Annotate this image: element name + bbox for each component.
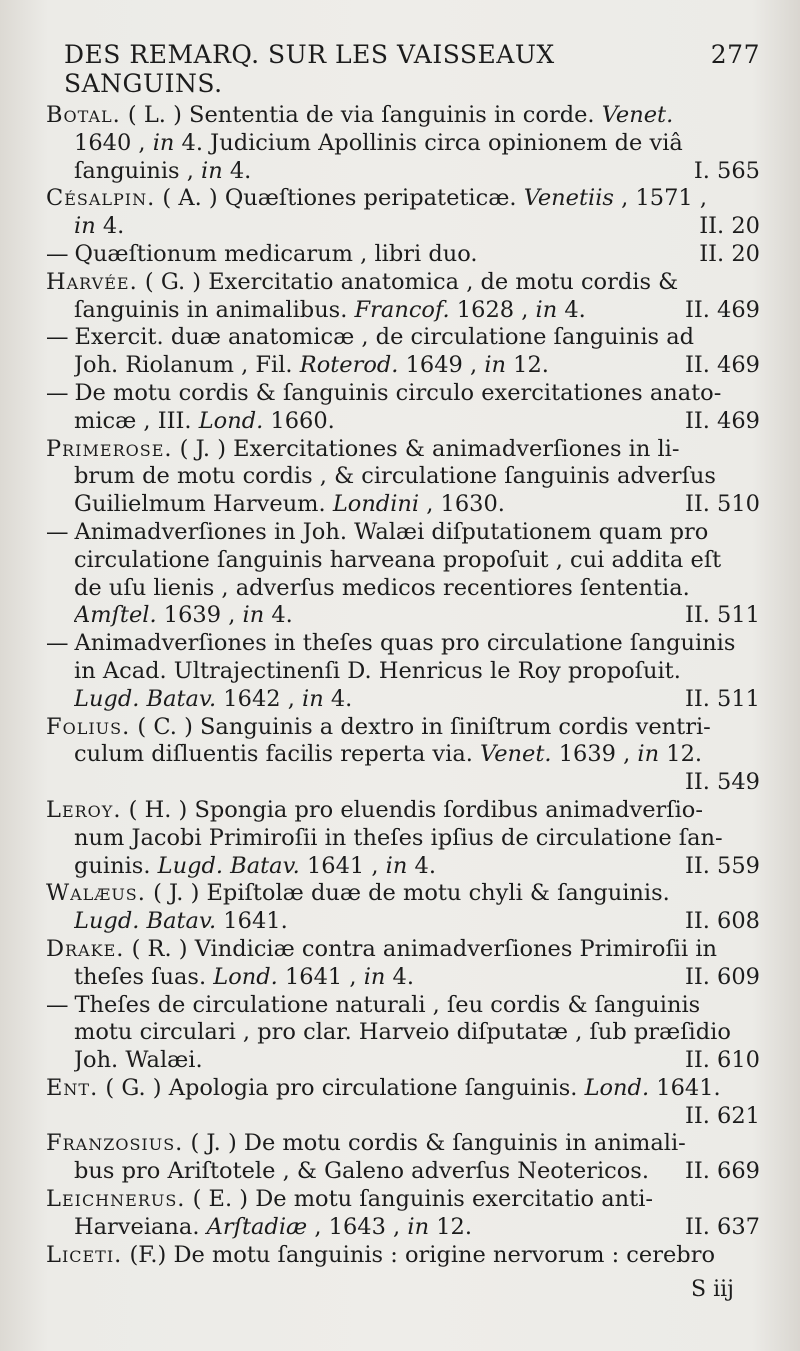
text-segment: , 1630. (419, 491, 505, 518)
text-segment: , 1571 , (613, 185, 708, 212)
bibliography-entry (46, 714, 760, 797)
entry-line (46, 102, 760, 130)
text-segment: 1641. (216, 908, 288, 935)
entry-text (46, 936, 717, 964)
italic-text: in (363, 963, 386, 990)
italic-text: Lugd. Batav. (157, 852, 300, 879)
text-segment: ( L. ) Sententia de via ſanguinis in corde. (120, 102, 602, 128)
author-name: Drake. (46, 935, 125, 962)
entry-line (46, 630, 760, 658)
text-segment: De motu cordis & ſanguinis circulo exercitationes anato- (74, 379, 722, 406)
entry-text (74, 908, 288, 936)
text-segment: 4. (222, 157, 252, 184)
text-segment: motu circulari , pro clar. Harveio diſputatæ , ſub præſidio (74, 1019, 731, 1046)
text-segment: Harveiana. (74, 1213, 207, 1240)
text-segment: ( J. ) Epiſtolæ duæ de motu chyli & ſanguinis. (145, 880, 670, 907)
volume-page-reference: II. 20 (699, 213, 760, 240)
entry-line (46, 1214, 760, 1242)
entry-text (46, 380, 721, 408)
italic-text: in (637, 741, 660, 768)
entry-line (46, 936, 760, 964)
text-segment: ( E. ) De motu ſanguinis exercitatio anti- (185, 1186, 654, 1213)
text-segment: Theſes de circulatione naturali , ſeu cordis & ſanguinis (74, 991, 701, 1018)
text-segment: , 1643 , (307, 1213, 408, 1240)
text-segment: 1639 , (551, 741, 638, 768)
bibliography-entry (46, 1186, 760, 1242)
entry-text (46, 992, 700, 1020)
italic-text: Lond. (584, 1074, 650, 1101)
text-segment: Joh. Walæi. (74, 1047, 203, 1074)
entry-line (46, 269, 760, 297)
volume-page-reference: II. 637 (684, 1213, 760, 1240)
text-segment: 1642 , (216, 685, 303, 712)
entry-line (46, 463, 760, 491)
signature-mark: S iij (691, 1277, 734, 1303)
text-segment: ſanguinis , (74, 157, 202, 184)
entry-line (46, 1047, 760, 1075)
italic-text: Londini (332, 491, 420, 518)
entry-line (46, 741, 760, 769)
bibliography-entry (46, 992, 760, 1075)
entry-line (46, 714, 760, 742)
entry-text (74, 741, 702, 769)
entry-text (46, 436, 679, 464)
italic-text: in (201, 157, 223, 184)
entry-text (74, 408, 335, 436)
volume-page-reference: II. 20 (699, 240, 760, 267)
italic-text: Lugd. Batav. (74, 908, 217, 935)
entry-text (74, 158, 251, 186)
bibliography-entry (46, 436, 760, 519)
author-name: Leroy. (46, 796, 122, 823)
bibliography-entry (46, 936, 760, 992)
entry-text (74, 547, 721, 575)
bibliography-entry (46, 630, 760, 713)
author-name: Franzosius. (46, 1130, 184, 1157)
entry-text (74, 658, 681, 686)
italic-text: Amſtel. (74, 602, 157, 629)
text-segment: 4. (407, 852, 436, 879)
italic-text: in (302, 685, 324, 712)
entry-text (74, 463, 716, 491)
italic-text: in (407, 1213, 430, 1240)
running-head (64, 40, 760, 98)
entry-text (74, 1047, 203, 1075)
entry-line (46, 380, 760, 408)
author-name: Liceti. (46, 1241, 123, 1268)
entry-text (46, 1186, 653, 1214)
entry-text (74, 1158, 649, 1186)
volume-page-reference: II. 610 (684, 1047, 760, 1074)
entry-text (46, 241, 478, 269)
text-segment: 1640 , (74, 129, 153, 156)
author-name: Ent. (46, 1074, 99, 1101)
volume-page-reference: II. 469 (684, 407, 760, 434)
text-segment: micæ , III. (74, 407, 199, 434)
running-head-title: DES REMARQ. SUR LES VAISSEAUX SANGUINS. (64, 40, 555, 98)
bibliography-entry (46, 269, 760, 325)
text-segment: ( H. ) Spongia pro eluendis ſordibus animadverſio- (121, 796, 703, 823)
entry-text (46, 630, 735, 658)
entry-line (46, 185, 760, 213)
text-segment: 1641 , (277, 963, 364, 990)
text-segment: 1660. (263, 407, 335, 434)
entry-text (46, 1130, 686, 1158)
entry-text (74, 964, 414, 992)
text-segment: ( A. ) Quæſtiones peripateticæ. (155, 185, 524, 212)
text-segment: 12. (659, 741, 703, 768)
italic-text: Lugd. Batav. (74, 685, 217, 712)
text-segment: in Acad. Ultrajectinenſi D. Henricus le Roy propoſuit. (74, 657, 681, 684)
entry-line (46, 1242, 760, 1270)
entry-text (74, 491, 505, 519)
text-segment: 4. (385, 963, 415, 990)
entry-text (74, 853, 436, 881)
text-segment: ſanguinis in animalibus. (74, 296, 355, 323)
entry-line (46, 491, 760, 519)
text-segment: Quæſtionum medicarum , libri duo. (74, 240, 478, 267)
text-segment: 12. (429, 1213, 472, 1240)
italic-text: Roterod. (299, 352, 399, 379)
author-name: Primerose. (46, 435, 173, 462)
entry-text (46, 269, 678, 297)
bibliography-entry (46, 1130, 760, 1186)
text-segment: brum de motu cordis , & circulatione ſanguinis adverſus (74, 463, 716, 490)
text-segment: guinis. (74, 852, 158, 879)
entry-line (46, 297, 760, 325)
entry-line (46, 880, 760, 908)
em-dash-mark: — (46, 240, 69, 267)
entry-line (46, 1186, 760, 1214)
entry-text (74, 686, 352, 714)
author-name: Botal. (46, 102, 121, 128)
entry-text (74, 213, 124, 241)
text-segment: 4. (323, 685, 353, 712)
entry-text (46, 519, 708, 547)
entry-text (74, 602, 293, 630)
text-segment: ( G. ) Exercitatio anatomica , de motu cordis & (137, 268, 679, 295)
text-segment: 1628 , (449, 296, 536, 323)
entry-line (46, 853, 760, 881)
text-segment: theſes ſuas. (74, 963, 214, 990)
entry-line (46, 158, 760, 186)
entry-line (46, 1103, 760, 1131)
italic-text: Venetiis (523, 185, 614, 212)
bibliography-entry (46, 380, 760, 436)
em-dash-mark: — (46, 630, 69, 657)
entry-text (74, 575, 690, 603)
italic-text: in (484, 352, 507, 379)
em-dash-mark: — (46, 324, 69, 351)
entry-text (74, 1214, 472, 1242)
entry-line (46, 602, 760, 630)
text-segment: Joh. Riolanum , Fil. (74, 352, 300, 379)
text-segment: ( J. ) De motu cordis & ſanguinis in animali- (183, 1130, 686, 1157)
entry-line (46, 575, 760, 603)
italic-text: in (385, 852, 408, 879)
text-segment: ( C. ) Sanguinis a dextro in ſiniſtrum cordis ventri- (130, 713, 711, 740)
entry-line (46, 130, 760, 158)
text-segment: num Jacobi Primiroſii in theſes ipſius de circulatione ſan- (74, 824, 723, 851)
bibliography-entry (46, 1242, 760, 1270)
volume-page-reference: II. 511 (684, 685, 760, 712)
volume-page-reference: I. 565 (693, 157, 760, 184)
entry-text (46, 102, 673, 130)
bibliography-entry (46, 1075, 760, 1131)
entry-line (46, 797, 760, 825)
text-segment: 12. (506, 352, 549, 379)
italic-text: Venet. (480, 741, 552, 768)
entry-text (74, 130, 683, 158)
entry-text (46, 880, 670, 908)
entry-line (46, 992, 760, 1020)
text-segment: 4. (557, 296, 586, 323)
text-segment: ( R. ) Vindiciæ contra animadverſiones Primiroſii in (124, 935, 718, 962)
author-name: Folius. (46, 713, 131, 740)
italic-text: in (74, 213, 96, 240)
text-segment: 1649 , (398, 352, 485, 379)
page-number: 277 (710, 40, 760, 69)
entry-text (74, 352, 549, 380)
volume-page-reference: II. 609 (684, 963, 760, 990)
entry-text (74, 297, 586, 325)
entry-line (46, 324, 760, 352)
author-name: Harvée. (46, 268, 138, 295)
italic-text: in (535, 296, 558, 323)
entry-text (46, 185, 707, 213)
entry-line (46, 213, 760, 241)
bibliography-entry (46, 185, 760, 241)
entry-line (46, 908, 760, 936)
author-name: Césalpin. (46, 185, 156, 212)
italic-text: in (152, 129, 175, 156)
volume-page-reference: II. 511 (684, 602, 760, 629)
entry-text (46, 1242, 715, 1270)
italic-text: Arſtadiæ (206, 1213, 308, 1240)
entry-line (46, 1158, 760, 1186)
bibliography-entry (46, 880, 760, 936)
volume-page-reference: II. 608 (684, 908, 760, 935)
entry-line (46, 1019, 760, 1047)
text-segment: 1641. (649, 1074, 721, 1101)
text-segment: 4. (95, 213, 125, 240)
entry-line (46, 436, 760, 464)
entry-text (46, 714, 711, 742)
bibliography-entry (46, 797, 760, 880)
volume-page-reference: II. 469 (684, 352, 760, 379)
em-dash-mark: — (46, 518, 69, 545)
entry-line (46, 519, 760, 547)
entry-line (46, 1130, 760, 1158)
entry-line (46, 1075, 760, 1103)
entry-line (46, 769, 760, 797)
em-dash-mark: — (46, 379, 69, 406)
text-segment: ( J. ) Exercitationes & animadverſiones in li- (172, 435, 680, 462)
volume-page-reference: II. 669 (684, 1158, 760, 1185)
text-segment: ( G. ) Apologia pro circulatione ſanguinis. (98, 1074, 585, 1101)
entry-text (74, 825, 723, 853)
entry-text (74, 1019, 731, 1047)
text-segment: Exercit. duæ anatomicæ , de circulatione ſanguinis ad (74, 324, 695, 351)
volume-page-reference: II. 469 (684, 296, 760, 323)
entry-line (46, 686, 760, 714)
text-segment: 4. (264, 602, 293, 629)
author-name: Walæus. (46, 880, 146, 907)
bibliography-entry (46, 519, 760, 630)
italic-text: in (242, 602, 265, 629)
text-segment: 1639 , (156, 602, 243, 629)
italic-text: Venet. (601, 102, 674, 128)
italic-text: Francof. (354, 296, 450, 323)
author-name: Leichnerus. (46, 1186, 186, 1213)
text-segment: circulatione ſanguinis harveana propoſuit , cui addita eſt (74, 546, 722, 573)
volume-page-reference: II. 510 (684, 491, 760, 518)
text-segment: bus pro Ariſtotele , & Galeno adverſus Neotericos. (74, 1158, 649, 1185)
bibliography-entries (46, 102, 760, 1269)
text-segment: 4. Judicium Apollinis circa opinionem de viâ (174, 129, 683, 156)
entry-text (46, 1075, 721, 1103)
italic-text: Lond. (198, 407, 264, 434)
entry-line (46, 408, 760, 436)
bibliography-entry (46, 241, 760, 269)
entry-line (46, 825, 760, 853)
entry-line (46, 964, 760, 992)
text-segment: 1641 , (299, 852, 386, 879)
entry-text (46, 324, 694, 352)
volume-page-reference: II. 621 (684, 1102, 760, 1129)
text-segment: Guilielmum Harveum. (74, 491, 333, 518)
bibliography-entry (46, 102, 760, 185)
entry-line (46, 241, 760, 269)
text-segment: culum diſluentis facilis reperta via. (74, 741, 481, 768)
entry-line (46, 547, 760, 575)
bibliography-entry (46, 324, 760, 380)
em-dash-mark: — (46, 991, 69, 1018)
text-segment: de uſu lienis , adverſus medicos recentiores ſententia. (74, 574, 690, 601)
text-segment: Animadverſiones in Joh. Walæi diſputationem quam pro (74, 518, 709, 545)
italic-text: Lond. (213, 963, 278, 990)
entry-line (46, 352, 760, 380)
text-segment: Animadverſiones in theſes quas pro circulatione ſanguinis (74, 630, 736, 657)
text-segment: (F.) De motu ſanguinis : origine nervorum : cerebro (122, 1241, 715, 1268)
volume-page-reference: II. 559 (684, 852, 760, 879)
entry-text (46, 797, 703, 825)
entry-line (46, 658, 760, 686)
volume-page-reference: II. 549 (684, 769, 760, 796)
